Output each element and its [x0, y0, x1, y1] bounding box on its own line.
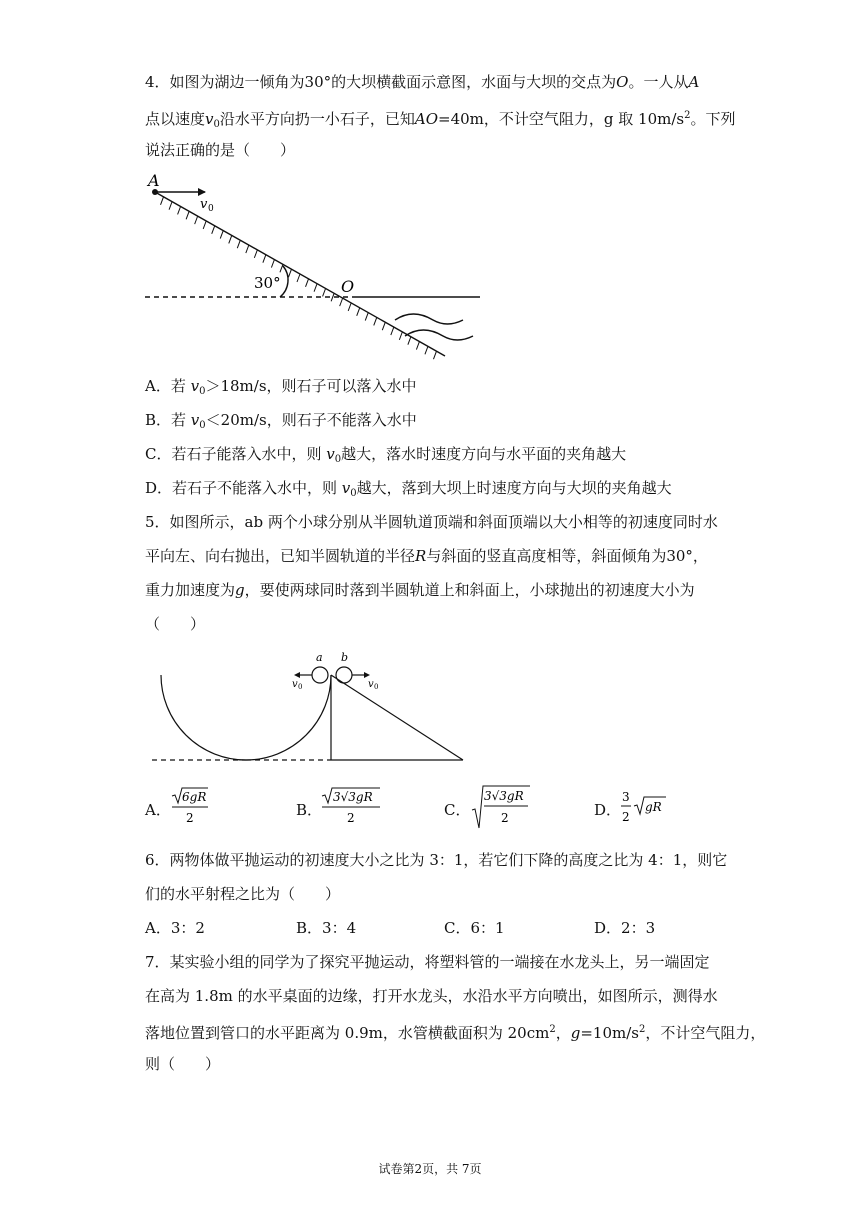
option-b-numerator: 3√3gR: [333, 790, 373, 804]
q7-line-1: 7．某实验小组的同学为了探究平抛运动，将塑料管的一端接在水龙头上，另一端固定: [145, 953, 710, 971]
wave-1: [395, 314, 463, 324]
q7-line-4: 则（ ）: [145, 1055, 221, 1073]
option-d-radicand: gR: [645, 800, 662, 814]
dam-hatch-mark: [340, 298, 343, 306]
dam-hatch-mark: [288, 269, 291, 277]
q6-option-d[interactable]: D．2：3: [594, 919, 656, 937]
dam-hatch-mark: [323, 288, 326, 296]
dam-hatch-mark: [348, 303, 351, 311]
option-a-denominator: 2: [186, 811, 194, 825]
label-v0-right-sub: 0: [374, 683, 379, 691]
dam-hatch-mark: [186, 211, 189, 219]
arrow-b-head: [364, 672, 370, 678]
q5-option-a-formula[interactable]: [170, 786, 210, 830]
option-c-denominator: 2: [501, 811, 509, 825]
q5-line-4: （ ）: [145, 615, 206, 633]
q4-option-c[interactable]: C．若石子能落入水中，则 $v_0$越大，落水时速度方向与水平面的夹角越大: [145, 445, 627, 465]
q4-line-3: 说法正确的是（ ）: [145, 141, 296, 159]
dam-hatch-mark: [408, 337, 411, 345]
arrow-a-head: [294, 672, 300, 678]
semicircle-track: [161, 675, 331, 760]
dam-hatch-mark: [237, 240, 240, 248]
option-c-numerator: 3√3gR: [484, 789, 524, 803]
label-v0-left-sub: 0: [298, 683, 303, 691]
dam-hatch-mark: [416, 342, 419, 350]
label-v0-sub: 0: [208, 204, 214, 214]
dam-hatch-mark: [399, 332, 402, 340]
q6-line-1: 6．两物体做平抛运动的初速度大小之比为 3：1，若它们下降的高度之比为 4：1，则它: [145, 851, 728, 869]
dam-hatch-mark: [220, 231, 223, 239]
q4-dam-figure: [140, 170, 490, 360]
dam-hatch-mark: [382, 322, 385, 330]
q5-option-b-label[interactable]: B．: [296, 801, 323, 819]
dam-hatch-mark: [212, 226, 215, 234]
dam-hatch-mark: [169, 202, 172, 210]
q5-option-b-formula[interactable]: [320, 786, 382, 830]
label-v0-right: v: [368, 679, 374, 690]
q6-option-b[interactable]: B．3：4: [296, 919, 357, 937]
q4-option-b[interactable]: B．若 $v_0<20m/s$，则石子不能落入水中: [145, 411, 417, 431]
page-footer: 试卷第2页，共 7页: [378, 1162, 482, 1176]
q4-line-1: 4．如图为湖边一倾角为30°的大坝横截面示意图，水面与大坝的交点为O。一人从A: [145, 73, 700, 91]
dam-hatch-mark: [297, 274, 300, 282]
label-angle: 30°: [254, 274, 281, 292]
dam-hatch-mark: [357, 308, 360, 316]
dam-hatch-mark: [246, 245, 249, 253]
dam-hatch-mark: [306, 279, 309, 287]
dam-hatch-mark: [263, 255, 266, 263]
q6-option-a[interactable]: A．3：2: [145, 919, 205, 937]
q5-option-d-formula[interactable]: [620, 788, 670, 828]
ball-a: [312, 667, 328, 683]
q5-figure: [150, 645, 470, 765]
option-b-denominator: 2: [347, 811, 355, 825]
q6-option-c[interactable]: C．6：1: [444, 919, 505, 937]
dam-hatch-mark: [195, 216, 198, 224]
dam-hatch-mark: [178, 206, 181, 214]
dam-hatch-mark: [161, 197, 164, 205]
dam-hatch-mark: [374, 317, 377, 325]
q7-line-2: 在高为 1.8m 的水平桌面的边缘，打开水龙头，水沿水平方向喷出，如图所示，测得水: [145, 987, 718, 1005]
label-b: b: [341, 651, 349, 664]
incline-slope: [331, 675, 463, 760]
dam-hatch-mark: [271, 260, 274, 268]
q4-line-2: 点以速度$v_0$沿水平方向扔一小石子，已知AO=40m，不计空气阻力，g 取 $10m/s^2$。下列: [145, 110, 736, 130]
q5-option-c-formula[interactable]: [470, 784, 532, 832]
q4-option-d[interactable]: D．若石子不能落入水中，则 $v_0$越大，落到大坝上时速度方向与大坝的夹角越大: [145, 479, 672, 499]
angle-arc: [280, 266, 288, 297]
dam-hatch-mark: [280, 264, 283, 272]
q6-line-2: 们的水平射程之比为（ ）: [145, 885, 341, 903]
label-a: a: [316, 651, 323, 664]
q5-line-2: 平向左、向右抛出，已知半圆轨道的半径R与斜面的竖直高度相等，斜面倾角为30°，: [145, 547, 708, 565]
label-v0-left: v: [292, 679, 298, 690]
q5-line-1: 5．如图所示，ab 两个小球分别从半圆轨道顶端和斜面顶端以大小相等的初速度同时水: [145, 513, 718, 531]
label-A: A: [148, 171, 160, 190]
q5-option-c-label[interactable]: C．: [444, 801, 471, 819]
ball-b: [336, 667, 352, 683]
dam-hatch-mark: [203, 221, 206, 229]
dam-hatch-mark: [433, 351, 436, 359]
dam-hatch-mark: [331, 293, 334, 301]
dam-hatch-mark: [391, 327, 394, 335]
option-d-denominator: 2: [622, 810, 630, 824]
dam-hatch-mark: [229, 235, 232, 243]
dam-hatch-mark: [254, 250, 257, 258]
q7-line-3: 落地位置到管口的水平距离为 0.9m，水管横截面积为 $20cm^2$，$g=10m/s^2$，不计空气阻力，: [145, 1024, 766, 1042]
q5-line-3: 重力加速度为g，要使两球同时落到半圆轨道上和斜面上，小球抛出的初速度大小为: [145, 581, 695, 599]
label-v0: v: [200, 197, 208, 212]
q4-option-a[interactable]: A．若 $v_0>18m/s$，则石子可以落入水中: [145, 377, 417, 397]
dam-hatch-mark: [314, 284, 317, 292]
q5-option-d-label[interactable]: D．: [594, 801, 622, 819]
option-d-numerator: 3: [622, 790, 630, 804]
option-a-numerator: 6gR: [182, 790, 207, 804]
q5-option-a-label[interactable]: A．: [145, 801, 171, 819]
dam-hatch-mark: [425, 346, 428, 354]
dam-hatch-mark: [365, 313, 368, 321]
v0-arrow-head: [198, 188, 206, 196]
label-O: O: [341, 277, 355, 296]
